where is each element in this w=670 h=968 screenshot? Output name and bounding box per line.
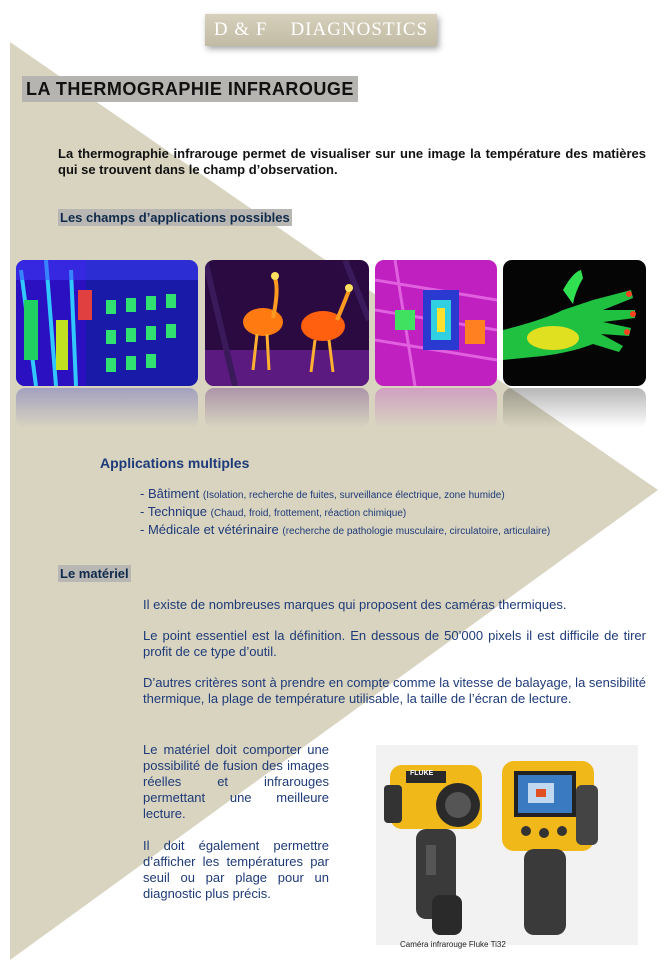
list-item: - Technique (Chaud, froid, frottement, réaction chimique) — [140, 504, 407, 519]
intro-text: La thermographie infrarouge permet de visualiser sur une image la température des matières qui se trouvent dans le champ d’observation. — [58, 146, 646, 177]
camera-caption: Caméra infrarouge Fluke Ti32 — [400, 940, 506, 949]
camera-brand: FLUKE — [410, 770, 434, 777]
brand-left: D & F — [213, 19, 268, 40]
thumb-reflection — [16, 388, 198, 428]
ostrich-thermal-icon — [205, 260, 369, 386]
list-item: - Bâtiment (Isolation, recherche de fuites, surveillance électrique, zone humide) — [140, 486, 505, 501]
champs-heading: Les champs d’applications possibles — [60, 210, 290, 225]
materiel-para-2: Le point essentiel est la définition. En dessous de 50’000 pixels il est difficile de tirer profit de ce type d’outil. — [143, 628, 646, 659]
applications-title: Applications multiples — [100, 455, 250, 471]
thumb-building — [16, 260, 198, 386]
thumb-reflection — [205, 388, 369, 428]
circuit-thermal-icon — [375, 260, 497, 386]
materiel-para-1: Il existe de nombreuses marques qui proposent des caméras thermiques. — [143, 597, 567, 612]
materiel-para-3: D’autres critères sont à prendre en compte comme la vitesse de balayage, la sensibilité thermique, la plage de température utilisable, la taille de l’écran de lecture. — [143, 675, 646, 706]
page-title: LA THERMOGRAPHIE INFRAROUGE — [22, 76, 358, 102]
materiel-para-5: Il doit également permettre d’afficher les températures par seuil ou par plage pour un diagnostic plus précis. — [143, 838, 329, 901]
hand-thermal-icon — [503, 260, 646, 386]
thumb-reflection — [503, 388, 646, 428]
materiel-para-4: Le matériel doit comporter une possibilité de fusion des images réelles et infrarouges permettant une meilleure lecture. — [143, 742, 329, 821]
list-item: - Médicale et vétérinaire (recherche de pathologie musculaire, circulatoire, articulaire) — [140, 522, 551, 537]
materiel-heading: Le matériel — [60, 566, 129, 581]
camera-illustration — [376, 745, 638, 945]
brand-banner — [205, 14, 437, 46]
thumb-circuit — [375, 260, 497, 386]
thumb-ostrich — [205, 260, 369, 386]
brand-right: DIAGNOSTICS — [290, 19, 429, 40]
thumb-hand — [503, 260, 646, 386]
thumb-reflection — [375, 388, 497, 428]
building-thermal-icon — [16, 260, 198, 386]
applications-list — [140, 486, 660, 540]
